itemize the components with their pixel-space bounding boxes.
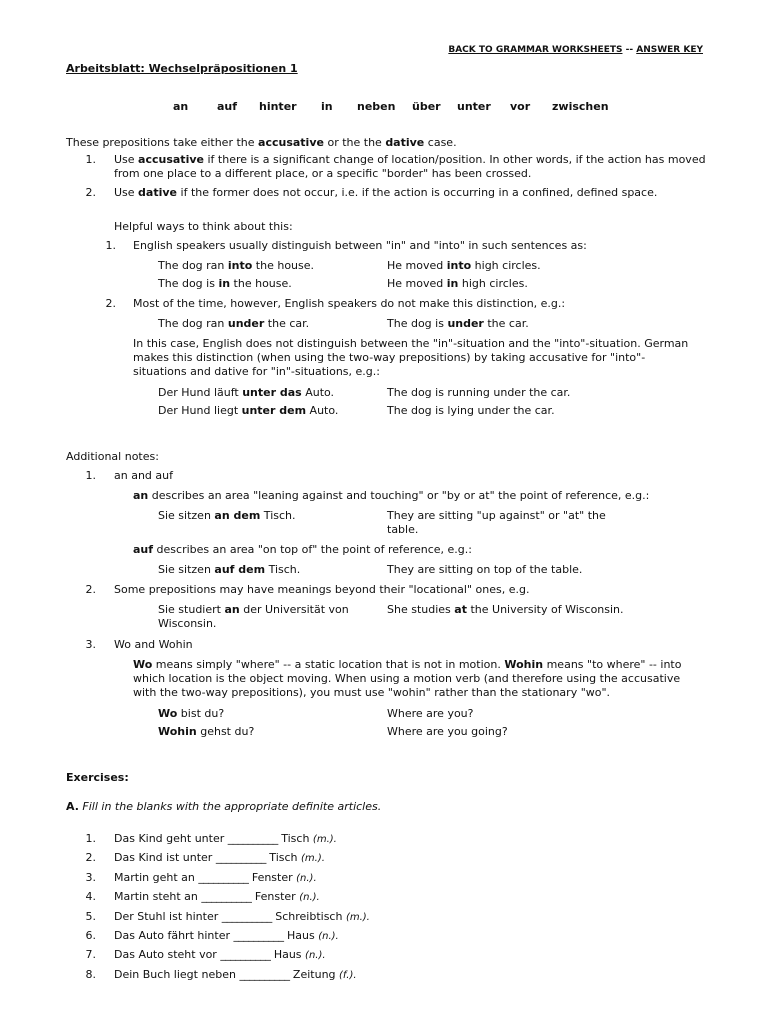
preposition-neben: neben [357, 100, 396, 113]
an-example: Sie sitzen an dem Tisch. [158, 509, 296, 522]
exercise-blank[interactable]: __________ [233, 929, 284, 942]
exercise-sentence-start: Das Auto fährt hinter [114, 929, 234, 942]
exercise-gender: (n.). [299, 892, 320, 903]
note-2-translation: She studies at the University of Wisconsin. [387, 603, 624, 616]
exercise-a-instruction: A. Fill in the blanks with the appropriate definite articles. [66, 800, 382, 813]
preposition-zwischen: zwischen [552, 100, 609, 113]
exercise-item [114, 910, 370, 923]
example-4b: The dog is running under the car. [387, 386, 571, 399]
page-title: Arbeitsblatt: Wechselpräpositionen 1 [66, 62, 298, 75]
wo-description-line-2: which location is the object moving. When using a motion verb (and therefore using the accusative [133, 672, 681, 685]
answer-key-link[interactable]: ANSWER KEY [636, 45, 703, 55]
helpful-heading: Helpful ways to think about this: [114, 220, 293, 233]
notes-heading: Additional notes: [66, 450, 159, 463]
example-3b: The dog is under the car. [387, 317, 529, 330]
example-1b: He moved into high circles. [387, 259, 541, 272]
exercise-blank[interactable]: __________ [220, 948, 271, 961]
exercise-sentence-start: Martin geht an [114, 871, 199, 884]
helpful-2-text: Most of the time, however, English speakers do not make this distinction, e.g.: [133, 297, 566, 310]
auf-translation: They are sitting on top of the table. [387, 563, 583, 576]
exercises-heading: Exercises: [66, 771, 129, 784]
case-explanation-line-1: In this case, English does not distinguish between the "in"-situation and the "into"-situation. German [133, 337, 689, 350]
exercise-item-number: 7. [85, 948, 96, 961]
exercise-item [114, 851, 325, 864]
example-3a: The dog ran under the car. [158, 317, 310, 330]
exercise-item-number: 1. [85, 832, 96, 845]
auf-example: Sie sitzen auf dem Tisch. [158, 563, 301, 576]
exercise-item [114, 832, 337, 845]
note-3-title: Wo and Wohin [114, 638, 193, 651]
note-2-example-line-1: Sie studiert an der Universität von [158, 603, 349, 616]
helpful-1-number: 1. [105, 239, 116, 252]
exercise-gender: (m.). [312, 834, 337, 845]
exercise-sentence-end: Fenster [251, 890, 300, 903]
exercise-gender: (f.). [339, 970, 357, 981]
exercise-item-number: 8. [85, 968, 96, 981]
header-separator: -- [625, 45, 634, 55]
exercise-gender: (n.). [318, 931, 339, 942]
exercise-item [114, 929, 339, 942]
exercise-sentence-start: Dein Buch liegt neben [114, 968, 240, 981]
exercise-sentence-end: Tisch [265, 851, 301, 864]
exercise-blank[interactable]: __________ [221, 910, 272, 923]
exercise-item-number: 5. [85, 910, 96, 923]
wohin-translation: Where are you going? [387, 725, 508, 738]
exercise-item [114, 948, 326, 961]
exercise-gender: (n.). [296, 873, 317, 884]
case-explanation-line-2: makes this distinction (when using the two-way prepositions) by taking accusative for "into"- [133, 351, 646, 364]
example-4a: Der Hund läuft unter das Auto. [158, 386, 335, 399]
exercise-blank[interactable]: __________ [198, 871, 249, 884]
exercise-sentence-end: Haus [270, 948, 306, 961]
exercise-blank[interactable]: __________ [227, 832, 278, 845]
exercise-item-number: 3. [85, 871, 96, 884]
auf-description: auf describes an area "on top of" the point of reference, e.g.: [133, 543, 472, 556]
note-1-number: 1. [85, 469, 96, 482]
exercise-sentence-end: Zeitung [289, 968, 340, 981]
exercise-sentence-start: Das Auto steht vor [114, 948, 221, 961]
exercise-item [114, 890, 320, 903]
example-5b: The dog is lying under the car. [387, 404, 555, 417]
exercise-blank[interactable]: __________ [201, 890, 252, 903]
rule-1-line-2: from one place to a different place, or a specific "border" has been crossed. [114, 167, 532, 180]
example-2a: The dog is in the house. [158, 277, 292, 290]
example-5a: Der Hund liegt unter dem Auto. [158, 404, 339, 417]
exercise-sentence-end: Haus [283, 929, 319, 942]
an-translation-line-1: They are sitting "up against" or "at" the [387, 509, 606, 522]
exercise-sentence-start: Das Kind ist unter [114, 851, 216, 864]
note-3-number: 3. [85, 638, 96, 651]
preposition-an: an [173, 100, 189, 113]
exercise-item [114, 871, 317, 884]
example-2b: He moved in high circles. [387, 277, 528, 290]
exercise-sentence-start: Das Kind geht unter [114, 832, 228, 845]
exercise-sentence-end: Schreibtisch [271, 910, 346, 923]
note-2-example-line-2: Wisconsin. [158, 617, 217, 630]
rule-1-line-1: Use accusative if there is a significant change of location/position. In other words, if the action has moved [114, 153, 706, 166]
exercise-item [114, 968, 357, 981]
exercise-gender: (m.). [345, 912, 370, 923]
helpful-2-number: 2. [105, 297, 116, 310]
wo-description-line-1: Wo means simply "where" -- a static location that is not in motion. Wohin means "to where" -- into [133, 658, 682, 671]
preposition-list [0, 100, 768, 114]
preposition-ueber: über [412, 100, 441, 113]
wo-translation: Where are you? [387, 707, 474, 720]
exercise-blank[interactable]: __________ [239, 968, 290, 981]
exercise-sentence-end: Fenster [248, 871, 297, 884]
example-1a: The dog ran into the house. [158, 259, 315, 272]
exercise-item-number: 6. [85, 929, 96, 942]
preposition-in: in [321, 100, 333, 113]
exercise-sentence-end: Tisch [277, 832, 313, 845]
exercise-gender: (m.). [301, 853, 325, 864]
rule-2-number: 2. [85, 186, 96, 199]
wo-example: Wo bist du? [158, 707, 225, 720]
exercise-gender: (n.). [305, 950, 326, 961]
exercise-item-number: 4. [85, 890, 96, 903]
exercise-blank[interactable]: __________ [215, 851, 266, 864]
note-2-number: 2. [85, 583, 96, 596]
exercise-sentence-start: Martin steht an [114, 890, 202, 903]
case-explanation-line-3: situations and dative for "in"-situations, e.g.: [133, 365, 380, 378]
preposition-hinter: hinter [259, 100, 297, 113]
helpful-1-text: English speakers usually distinguish between "in" and "into" in such sentences as: [133, 239, 587, 252]
back-to-worksheets-link[interactable]: BACK TO GRAMMAR WORKSHEETS [448, 45, 623, 55]
an-description: an describes an area "leaning against and touching" or "by or at" the point of reference, e.g.: [133, 489, 650, 502]
an-translation-line-2: table. [387, 523, 419, 536]
rule-2-text: Use dative if the former does not occur, i.e. if the action is occurring in a confined, defined space. [114, 186, 658, 199]
wohin-example: Wohin gehst du? [158, 725, 255, 738]
preposition-unter: unter [457, 100, 491, 113]
wo-description-line-3: with the two-way prepositions), you must use "wohin" rather than the stationary "wo". [133, 686, 611, 699]
intro-sentence: These prepositions take either the accusative or the the dative case. [66, 136, 457, 149]
preposition-vor: vor [510, 100, 531, 113]
exercise-sentence-start: Der Stuhl ist hinter [114, 910, 222, 923]
header-links [448, 45, 703, 55]
rule-1-number: 1. [85, 153, 96, 166]
preposition-auf: auf [217, 100, 238, 113]
note-1-title: an and auf [114, 469, 173, 482]
note-2-text: Some prepositions may have meanings beyond their "locational" ones, e.g. [114, 583, 530, 596]
exercise-item-number: 2. [85, 851, 96, 864]
